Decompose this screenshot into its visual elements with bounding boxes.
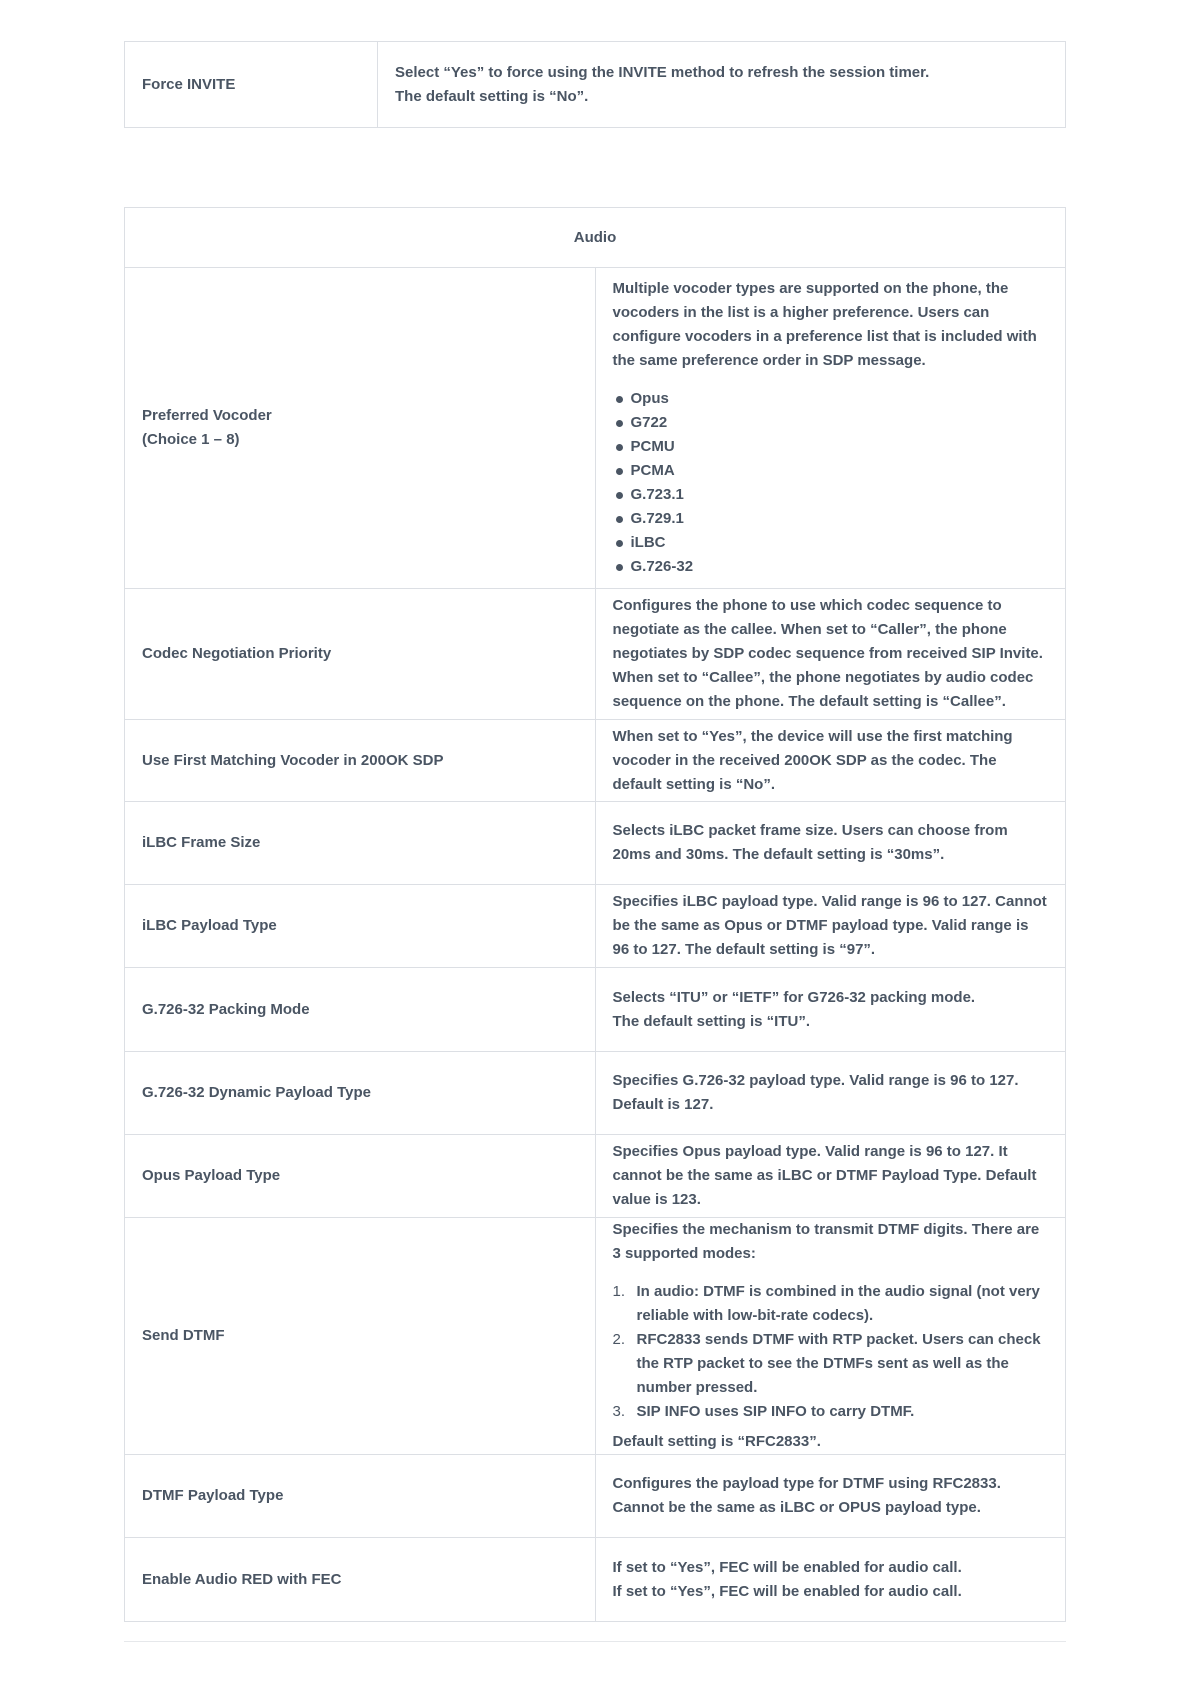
table-header: Audio <box>125 208 1066 268</box>
vocoder-list <box>613 387 1049 579</box>
row-description: Specifies iLBC payload type. Valid range is 96 to 127. Cannot be the same as Opus or DTMF payload type. Valid range is 96 to 127. The default setting is “97”. <box>595 885 1066 968</box>
audio-settings-table <box>124 207 1066 1622</box>
table-row <box>125 1135 1066 1218</box>
table-row <box>125 802 1066 885</box>
row-description <box>595 268 1066 589</box>
row-label: iLBC Frame Size <box>125 802 596 885</box>
table-row <box>125 968 1066 1052</box>
row-label: G.726-32 Packing Mode <box>125 968 596 1052</box>
row-description: Configures the phone to use which codec sequence to negotiate as the callee. When set to “Caller”, the phone negotiates by SDP codec sequence from received SIP Invite. When set to “Callee”, the phone negotiates by audio codec sequence on the phone. The default setting is “Callee”. <box>595 589 1066 720</box>
row-label: Codec Negotiation Priority <box>125 589 596 720</box>
row-label: Enable Audio RED with FEC <box>125 1538 596 1622</box>
row-label: DTMF Payload Type <box>125 1455 596 1538</box>
table-row <box>125 1052 1066 1135</box>
footer-divider <box>124 1641 1066 1642</box>
row-description <box>595 1218 1066 1455</box>
list-text: RFC2833 sends DTMF with RTP packet. Users can check the RTP packet to see the DTMFs sent as well as the number pressed. <box>636 1331 1041 1396</box>
row-label: Opus Payload Type <box>125 1135 596 1218</box>
list-item <box>613 1328 1049 1400</box>
list-item: PCMU <box>613 435 1049 459</box>
row-description: Specifies Opus payload type. Valid range is 96 to 127. It cannot be the same as iLBC or DTMF Payload Type. Default value is 123. <box>595 1135 1066 1218</box>
row-description <box>595 1538 1066 1622</box>
list-item <box>613 1400 1049 1424</box>
row-description: When set to “Yes”, the device will use the first matching vocoder in the received 200OK SDP as the codec. The default setting is “No”. <box>595 720 1066 802</box>
row-label: Force INVITE <box>125 42 378 128</box>
table-row <box>125 1455 1066 1538</box>
description-line: The default setting is “ITU”. <box>612 1012 811 1030</box>
table-row <box>125 1218 1066 1455</box>
list-item: iLBC <box>613 531 1049 555</box>
table-row <box>125 42 1066 128</box>
row-label: G.726-32 Dynamic Payload Type <box>125 1052 596 1135</box>
list-item: Opus <box>613 387 1049 411</box>
row-label <box>125 268 596 589</box>
description-line: Selects “ITU” or “IETF” for G726-32 packing mode. <box>612 988 976 1006</box>
label-line: (Choice 1 – 8) <box>142 431 240 448</box>
row-description: Specifies G.726-32 payload type. Valid range is 96 to 127. Default is 127. <box>595 1052 1066 1135</box>
description-line: The default setting is “No”. <box>395 87 589 105</box>
row-label: iLBC Payload Type <box>125 885 596 968</box>
table-row <box>125 589 1066 720</box>
list-number: 1. <box>612 1283 626 1300</box>
table-row <box>125 885 1066 968</box>
row-label: Use First Matching Vocoder in 200OK SDP <box>125 720 596 802</box>
row-label: Send DTMF <box>125 1218 596 1455</box>
table-row <box>125 268 1066 589</box>
dtmf-mode-list <box>613 1280 1049 1424</box>
table-row <box>125 1538 1066 1622</box>
list-item <box>613 1280 1049 1328</box>
row-description: Configures the payload type for DTMF using RFC2833. Cannot be the same as iLBC or OPUS payload type. <box>595 1455 1066 1538</box>
list-item: G.726-32 <box>613 555 1049 579</box>
table-row <box>125 720 1066 802</box>
description-text: Multiple vocoder types are supported on the phone, the vocoders in the list is a higher preference. Users can configure vocoders in a preference list that is included with the same preference order in SDP message. <box>612 280 1037 369</box>
list-item: G.729.1 <box>613 507 1049 531</box>
description-text: Default setting is “RFC2833”. <box>612 1433 821 1450</box>
force-invite-table <box>124 41 1066 128</box>
description-line: If set to “Yes”, FEC will be enabled for audio call. <box>612 1558 962 1576</box>
list-text: In audio: DTMF is combined in the audio signal (not very reliable with low-bit-rate codecs). <box>636 1283 1040 1324</box>
list-item: PCMA <box>613 459 1049 483</box>
list-text: SIP INFO uses SIP INFO to carry DTMF. <box>636 1403 915 1420</box>
row-description: Selects iLBC packet frame size. Users can choose from 20ms and 30ms. The default setting is “30ms”. <box>595 802 1066 885</box>
row-description <box>595 968 1066 1052</box>
list-item: G722 <box>613 411 1049 435</box>
row-description <box>378 42 1066 128</box>
label-line: Preferred Vocoder <box>142 407 272 424</box>
list-number: 3. <box>612 1403 626 1420</box>
table-header-row <box>125 208 1066 268</box>
list-item: G.723.1 <box>613 483 1049 507</box>
description-line: If set to “Yes”, FEC will be enabled for audio call. <box>612 1582 962 1600</box>
description-text: Specifies the mechanism to transmit DTMF digits. There are 3 supported modes: <box>612 1221 1040 1262</box>
description-line: Select “Yes” to force using the INVITE method to refresh the session timer. <box>395 63 930 81</box>
list-number: 2. <box>612 1331 626 1348</box>
